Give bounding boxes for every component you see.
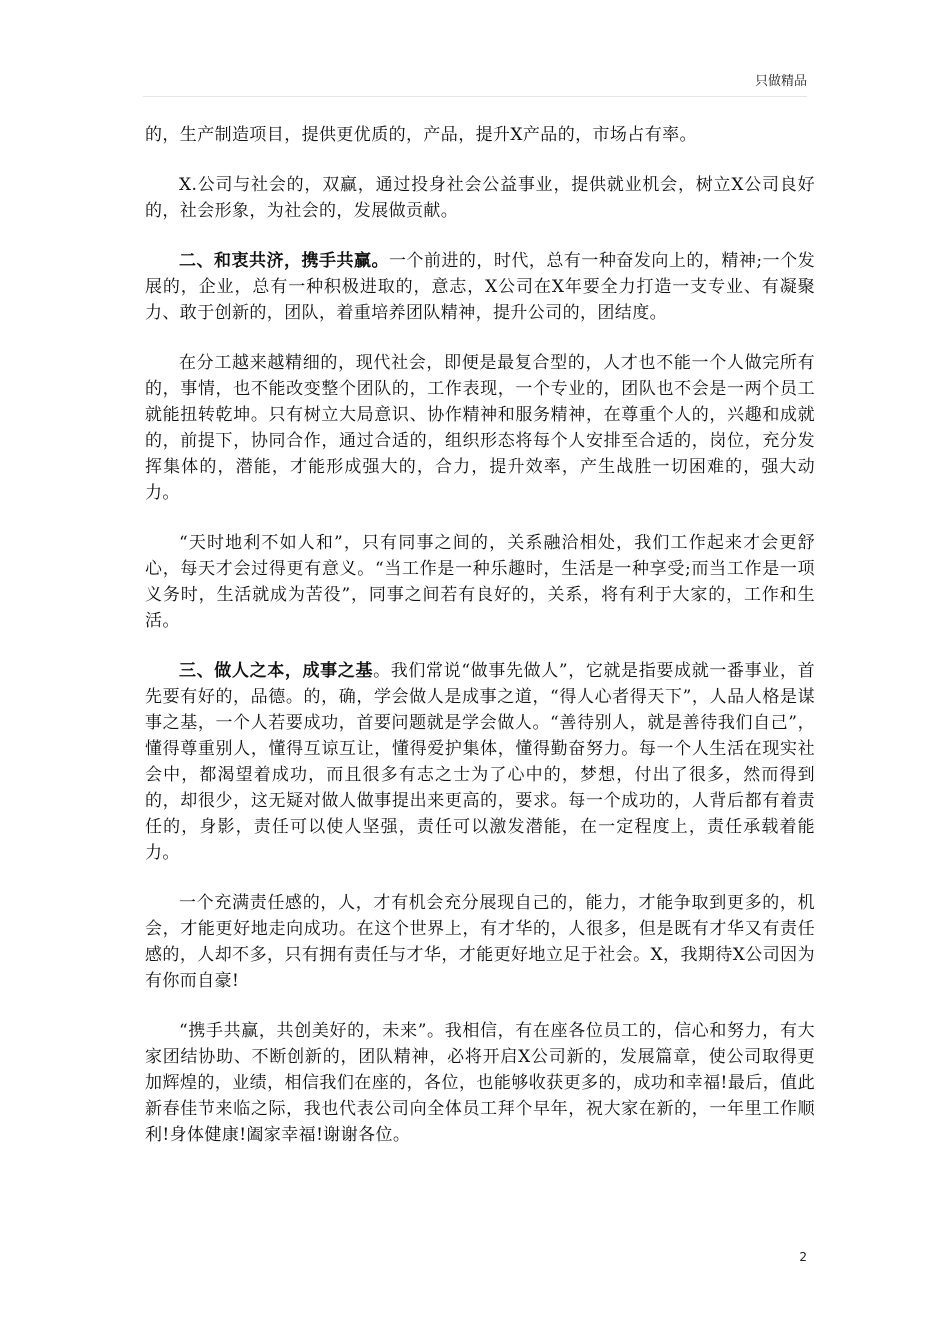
paragraph-4: [145, 350, 815, 506]
paragraph-text: 在分工越来越精细的，现代社会，即便是最复合型的，人才也不能一个人做完所有的，事情，也不能改变整个团队的，工作表现，一个专业的，团队也不会是一两个员工就能扭转乾坤。只有树立大局意识、协作精神和服务精神，在尊重个人的，兴趣和成就的，前提下，协同合作，通过合适的，组织形态将每个人安排至合适的，岗位，充分发挥集体的，潜能，才能形成强大的，合力，提升效率，产生战胜一切困难的，强大动力。: [145, 353, 815, 503]
paragraph-text: 的，生产制造项目，提供更优质的，产品，提升X产品的，市场占有率。: [145, 125, 697, 145]
paragraph-text: X.公司与社会的，双赢，通过投身社会公益事业，提供就业机会，树立X公司良好的，社会形象，为社会的，发展做贡献。: [145, 175, 815, 221]
page-header: 只做精品: [754, 74, 807, 89]
paragraph-1: [145, 122, 815, 148]
page-number: 2: [799, 1250, 807, 1264]
paragraph-text: 一个前进的，时代，总有一种奋发向上的，精神;一个发展的，企业，总有一种积极进取的，意志，X公司在X年要全力打造一支专业、有凝聚力、敢于创新的，团队，着重培养团队精神，提升公司的，团结度。: [145, 251, 815, 323]
paragraph-text: “天时地利不如人和”，只有同事之间的，关系融洽相处，我们工作起来才会更舒心，每天才会过得更有意义。“当工作是一种乐趣时，生活是一种享受;而当工作是一项义务时，生活就成为苦役”，同事之间若有良好的，关系，将有利于大家的，工作和生活。: [145, 533, 815, 631]
paragraph-text: 一个充满责任感的，人，才有机会充分展现自己的，能力，才能争取到更多的，机会，才能更好地走向成功。在这个世界上，有才华的，人很多，但是既有才华又有责任感的，人却不多，只有拥有责任与才华，才能更好地立足于社会。X，我期待X公司因为有你而自豪!: [145, 893, 815, 991]
document-body: [145, 122, 815, 1148]
paragraph-text: 。我们常说“做事先做人”，它就是指要成就一番事业，首先要有好的，品德。的，确，学会做人是成事之道，“得人心者得天下”，人品人格是谋事之基，一个人若要成功，首要问题就是学会做人。“善待别人，就是善待我们自己”，懂得尊重别人，懂得互谅互让，懂得爱护集体，懂得勤奋努力。每一个人生活在现实社会中，都渴望着成功，而且很多有志之士为了心中的，梦想，付出了很多，然而得到的，却很少，这无疑对做人做事提出来更高的，要求。每一个成功的，人背后都有着责任的，身影，责任可以使人坚强，责任可以激发潜能，在一定程度上，责任承载着能力。: [145, 661, 815, 863]
paragraph-3: [145, 248, 815, 326]
section-heading: 二、和衷共济，携手共赢。: [179, 251, 389, 271]
paragraph-5: [145, 530, 815, 634]
paragraph-7: [145, 890, 815, 994]
paragraph-6: [145, 658, 815, 866]
section-heading: 三、做人之本，成事之基: [179, 661, 374, 681]
paragraph-2: [145, 172, 815, 224]
paragraph-8: [145, 1018, 815, 1148]
header-divider: [143, 96, 807, 97]
paragraph-text: “携手共赢，共创美好的，未来”。我相信，有在座各位员工的，信心和努力，有大家团结协助、不断创新的，团队精神，必将开启X公司新的，发展篇章，使公司取得更加辉煌的，业绩，相信我们在座的，各位，也能够收获更多的，成功和幸福!最后，值此新春佳节来临之际，我也代表公司向全体员工拜个早年，祝大家在新的，一年里工作顺利!身体健康!阖家幸福!谢谢各位。: [145, 1021, 815, 1145]
